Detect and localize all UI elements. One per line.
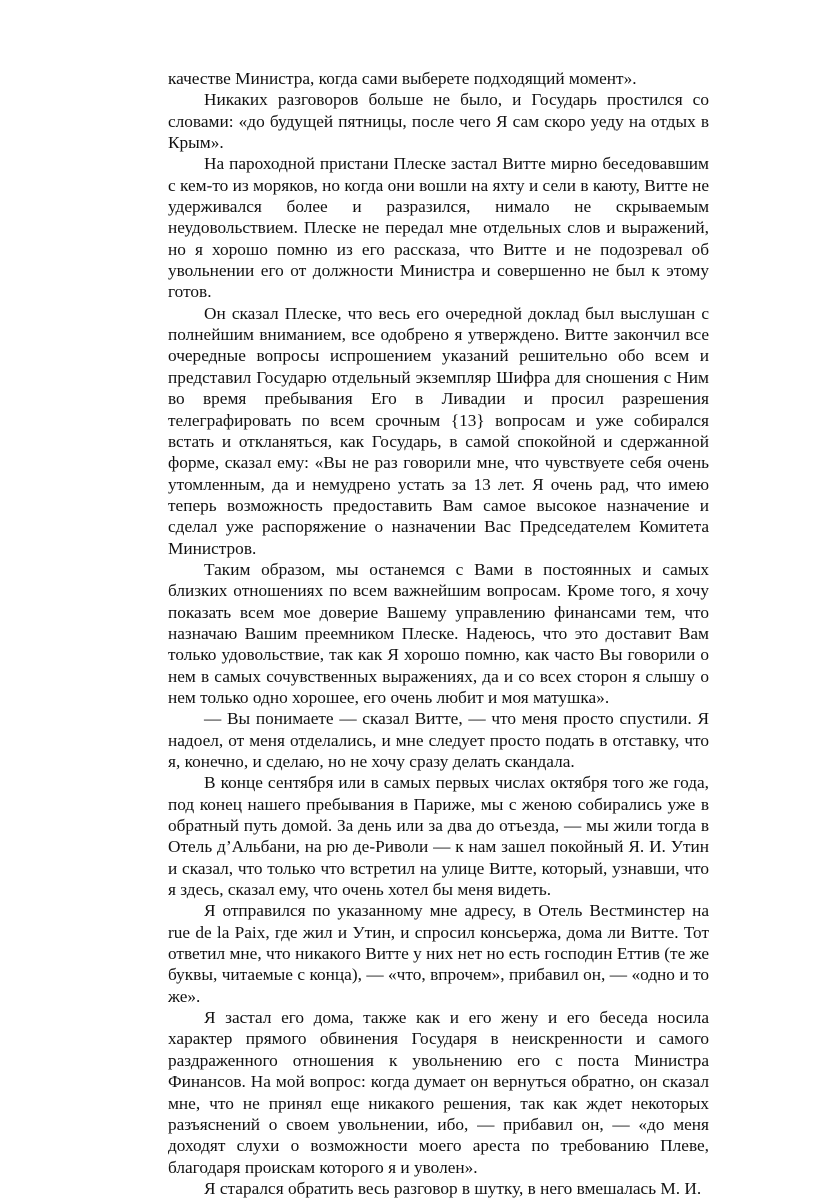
paragraph: Я застал его дома, также как и его жену и его беседа носила характер прямого обвинения Государя в неискренности и самого раздраженного отношения к увольнению его с поста Министра Финансов. На мой вопрос: когда думает он вернуться обратно, он сказал мне, что не принял еще никакого решения, так как ждет некоторых разъяснений о своем увольнении, ибо, — прибавил он, — «до меня доходят слухи о возможности моего ареста по требованию Плеве, благодаря проискам которого я и уволен». (168, 1008, 709, 1177)
paragraph: Никаких разговоров больше не было, и Государь простился со словами: «до будущей пятницы, после чего Я сам скоро уеду на отдых в Крым». (168, 90, 709, 153)
paragraph: Я старался обратить весь разговор в шутку, в него вмешалась М. И. (204, 1178, 702, 1198)
paragraph: Таким образом, мы останемся с Вами в постоянных и самых близких отношениях по всем важнейшим вопросам. Кроме того, я хочу показать всем мое доверие Вашему управлению финансами тем, что назначаю Вашим преемником Плеске. Надеюсь, что это доставит Вам только удовольствие, так как Я хорошо помню, как часто Вы говорили о нем в самых сочувственных выражениях, да и со всех сторон я слышу о нем только одно хорошее, его очень любит и моя матушка». (168, 559, 709, 707)
paragraph: Он сказал Плеске, что весь его очередной доклад был выслушан с полнейшим вниманием, все одобрено я утверждено. Витте закончил все очередные вопросы испрошением указаний решительно обо всем и представил Государю отдельный экземпляр Шифра для сношения с Ним во время пребывания Его в Ливадии и просил разрешения телеграфировать по всем срочным {13} вопросам и уже собирался встать и откланяться, как Государь, в самой спокойной и сдержанной форме, сказал ему: «Вы не раз говорили мне, что чувствуете себя очень утомленным, да и немудрено устать за 13 лет. Я очень рад, что имею теперь возможность предоставить Вам самое высокое назначение и сделал уже распоряжение о назначении Вас Председателем Комитета Министров. (168, 303, 709, 558)
paragraph: — Вы понимаете — сказал Витте, — что меня просто спустили. Я надоел, от меня отделались, и мне следует просто подать в отставку, что я, конечно, и сделаю, но не хочу сразу делать скандала. (168, 709, 709, 771)
paragraph: На пароходной пристани Плеске застал Витте мирно беседовавшим с кем-то из моряков, но когда они вошли на яхту и сели в каюту, Витте не удерживался более и разразился, нимало не скрываемым неудовольствием. Плеске не передал мне отдельных слов и выражений, но я хорошо помню из его рассказа, что Витте и не подозревал об увольнении его от должности Министра и совершенно не был к этому готов. (168, 154, 709, 302)
paragraph: Я отправился по указанному мне адресу, в Отель Вестминстер на rue de la Paix, где жил и Утин, и спросил консьержа, дома ли Витте. Тот ответил мне, что никакого Витте у них нет но есть господин Еттив (те же буквы, читаемые с конца), — «что, впрочем», прибавил он, — «одно и то же». (168, 901, 709, 1006)
paragraph: В конце сентября или в самых первых числах октября того же года, под конец нашего пребывания в Париже, мы с женою собирались уже в обратный путь домой. За день или за два до отъезда, — мы жили тогда в Отель д’Альбани, на рю де-Риволи — к нам зашел покойный Я. И. Утин и сказал, что только что встретил на улице Витте, который, узнавши, что я здесь, сказал ему, что очень хотел бы меня видеть. (168, 773, 709, 900)
body-text (168, 68, 709, 1199)
paragraph-continuation: качестве Министра, когда сами выберете подходящий момент». (168, 69, 637, 88)
